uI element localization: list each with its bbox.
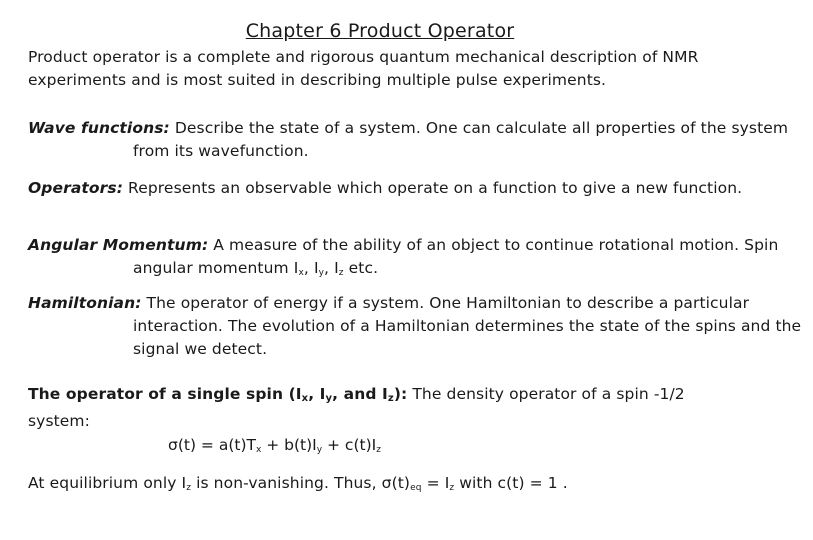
definition-term: Hamiltonian: bbox=[28, 294, 142, 312]
definition-text: Describe the state of a system. One can calculate all properties of the system from its wavefunction. bbox=[133, 119, 789, 160]
definition-text: A measure of the ability of an object to continue rotational motion. Spin angular momentum bbox=[133, 236, 779, 277]
equation-part: (t) = a(t)T bbox=[177, 436, 256, 454]
heading-part: The operator of a single spin (I bbox=[28, 385, 302, 403]
subscript: z bbox=[449, 483, 455, 493]
etc-text: etc. bbox=[348, 259, 379, 277]
single-spin-heading: The operator of a single spin ($I_x$, $I_y$, and $I_z$): bbox=[28, 385, 408, 404]
heading-part: , and I bbox=[332, 385, 388, 403]
intro-paragraph: Product operator is a complete and rigorous quantum mechanical description of NMR experiments and is most suited in describing multiple pulse experiments. bbox=[28, 48, 699, 89]
subscript: z bbox=[186, 483, 192, 493]
definition-term: Wave functions: bbox=[28, 119, 170, 137]
subscript: z bbox=[387, 393, 394, 404]
operator-symbol: I bbox=[293, 259, 299, 277]
definition-text: Represents an observable which operate on a function to give a new function. bbox=[128, 179, 743, 197]
definition-angular-momentum: Angular Momentum: A measure of the ability of an object to continue rotational motion. Spin angular momentum $I_x$, $I_y$, $I_z$ etc. bbox=[28, 236, 779, 278]
operator-symbol: I bbox=[313, 259, 319, 277]
subscript: z bbox=[338, 268, 344, 278]
heading-part: ): bbox=[393, 385, 408, 403]
single-spin-paragraph bbox=[28, 383, 708, 433]
definition-term: Operators: bbox=[28, 179, 124, 197]
definition-wave-functions bbox=[28, 117, 813, 163]
text-part: = I bbox=[421, 474, 450, 492]
equation-part: + b(t)I bbox=[261, 436, 317, 454]
sigma-symbol: σ bbox=[168, 436, 178, 454]
equation-part: + c(t)I bbox=[322, 436, 377, 454]
definition-operators bbox=[28, 177, 813, 200]
single-spin-text: The density operator of a spin -1/2 system: bbox=[28, 385, 685, 430]
subscript: eq bbox=[410, 483, 422, 493]
operator-symbol: I bbox=[334, 259, 339, 277]
subscript: y bbox=[325, 393, 333, 404]
slide-title: Chapter 6 Product Operator bbox=[245, 20, 515, 42]
density-operator-equation bbox=[168, 434, 381, 462]
text-part: is non-vanishing. Thus, bbox=[191, 474, 377, 492]
subscript: z bbox=[376, 445, 381, 455]
definition-text: The operator of energy if a system. One Hamiltonian to describe a particular interaction. The evolution of a Hamiltonian determines the state of the spins and the signal we detect. bbox=[133, 294, 802, 358]
definition-hamiltonian bbox=[28, 292, 813, 361]
equilibrium-paragraph bbox=[28, 472, 708, 500]
sigma-symbol: σ bbox=[381, 474, 392, 492]
subscript: x bbox=[301, 393, 309, 404]
definition-term: Angular Momentum: bbox=[28, 236, 209, 254]
text-part: At equilibrium only I bbox=[28, 474, 187, 492]
subscript: x bbox=[255, 445, 262, 455]
text-part: with c(t) = 1 . bbox=[454, 474, 568, 492]
subscript: y bbox=[316, 445, 323, 455]
subscript: x bbox=[298, 268, 304, 278]
subscript: y bbox=[318, 268, 325, 278]
text-part: (t) bbox=[391, 474, 411, 492]
